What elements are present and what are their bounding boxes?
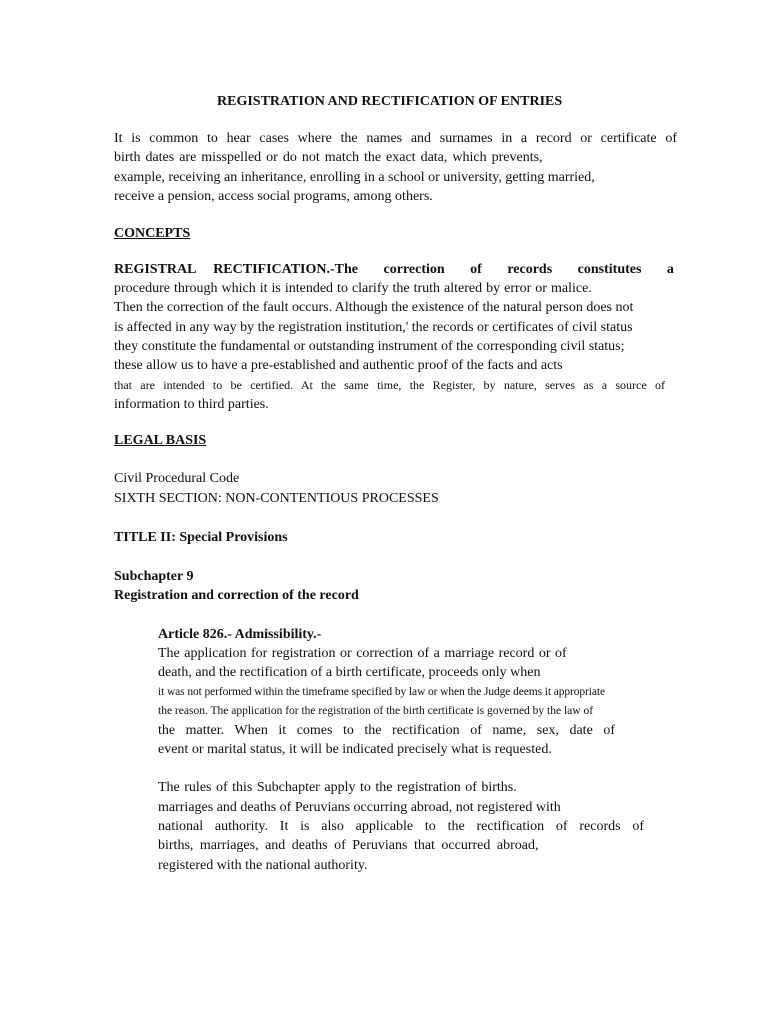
concepts-line-8: information to third parties.	[114, 397, 269, 412]
code-name: Civil Procedural Code	[114, 471, 240, 486]
concepts-line-2: procedure through which it is intended to clarify the truth altered by error or malice.	[114, 281, 592, 296]
article-p2-line-1: The rules of this Subchapter apply to the registration of births.	[158, 780, 517, 795]
concepts-first-line-rest: The correction of records constitutes a	[334, 262, 674, 277]
concepts-first-line	[114, 261, 674, 279]
article-p1-line-5: the matter. When it comes to the rectification of name, sex, date of	[158, 723, 615, 738]
concepts-line-3: Then the correction of the fault occurs. Although the existence of the natural person does not	[114, 300, 634, 315]
concepts-line-5: they constitute the fundamental or outstanding instrument of the corresponding civil status;	[114, 339, 625, 354]
subchapter: Subchapter 9	[114, 569, 194, 584]
concepts-line-4: is affected in any way by the registration institution,' the records or certificates of civil status	[114, 320, 633, 335]
article-p1-line-3: it was not performed within the timeframe specified by law or when the Judge deems it appropriate	[158, 686, 605, 698]
article-p2-line-3: national authority. It is also applicable to the rectification of records of	[158, 819, 644, 834]
article-p1-line-1: The application for registration or correction of a marriage record or of	[158, 646, 567, 661]
title-ii: TITLE II: Special Provisions	[114, 530, 288, 545]
article-p2-line-5: registered with the national authority.	[158, 858, 368, 873]
article-p2-line-4: births, marriages, and deaths of Peruvians that occurred abroad,	[158, 838, 539, 853]
document-title: REGISTRATION AND RECTIFICATION OF ENTRIES	[217, 94, 563, 109]
intro-line-4: receive a pension, access social programs, among others.	[114, 189, 433, 204]
intro-line-3: example, receiving an inheritance, enrolling in a school or university, getting married,	[114, 170, 595, 185]
concepts-line-7: that are intended to be certified. At the same time, the Register, by nature, serves as a source of	[114, 378, 665, 392]
subchapter-title: Registration and correction of the record	[114, 588, 359, 603]
article-p1-line-6: event or marital status, it will be indicated precisely what is requested.	[158, 742, 552, 757]
concepts-line-6: these allow us to have a pre-established and authentic proof of the facts and acts	[114, 358, 563, 373]
legal-basis-heading: LEGAL BASIS	[114, 433, 207, 448]
article-p2-line-2: marriages and deaths of Peruvians occurring abroad, not registered with	[158, 800, 561, 815]
article-p1-line-2: death, and the rectification of a birth certificate, proceeds only when	[158, 665, 541, 680]
section-name: SIXTH SECTION: NON-CONTENTIOUS PROCESSES	[114, 491, 439, 506]
article-heading: Article 826.- Admissibility.-	[158, 627, 322, 642]
concepts-heading: CONCEPTS	[114, 226, 191, 241]
registral-rectification-term: REGISTRAL RECTIFICATION.-	[114, 262, 335, 277]
intro-line-2: birth dates are misspelled or do not match the exact data, which prevents,	[114, 150, 543, 165]
intro-line-1: It is common to hear cases where the names and surnames in a record or certificate of	[114, 131, 677, 146]
article-p1-line-4: the reason. The application for the registration of the birth certificate is governed by the law of	[158, 705, 594, 717]
